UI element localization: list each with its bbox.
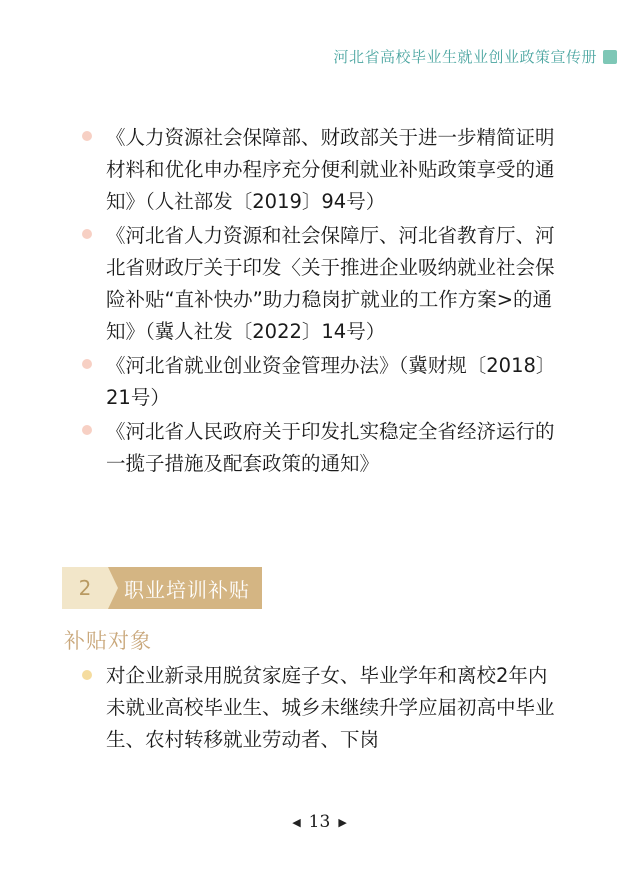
subsidy-target-list	[78, 660, 558, 756]
list-item	[78, 350, 558, 414]
section-title: 职业培训补贴	[118, 567, 262, 609]
list-item-text: 《河北省人力资源和社会保障厅、河北省教育厅、河北省财政厅关于印发〈关于推进企业吸纳就业社会保险补贴“直补快办”助力稳岗扩就业的工作方案>的通知》（冀人社发〔2022〕14号）	[106, 224, 555, 343]
list-item	[78, 416, 558, 480]
list-item-text: 对企业新录用脱贫家庭子女、毕业学年和离校2年内未就业高校毕业生、城乡未继续升学应届初高中毕业生、农村转移就业劳动者、下岗	[106, 664, 555, 751]
page-footer	[0, 812, 639, 832]
list-item	[78, 660, 558, 756]
list-item-text: 《河北省就业创业资金管理办法》（冀财规〔2018〕21号）	[106, 354, 556, 409]
section-arrow-icon	[108, 567, 118, 609]
prev-triangle-icon: ◀	[292, 815, 301, 829]
page-header	[333, 46, 617, 67]
list-item	[78, 122, 558, 218]
bullet-dot-icon	[82, 229, 92, 239]
section-number: 2	[62, 567, 108, 609]
bullet-dot-icon	[82, 670, 92, 680]
header-square-icon	[603, 50, 617, 64]
sub-heading: 补贴对象	[64, 629, 152, 653]
policy-document-list	[78, 122, 558, 482]
header-title: 河北省高校毕业生就业创业政策宣传册	[333, 48, 597, 66]
page-number: 13	[308, 812, 331, 832]
bullet-dot-icon	[82, 425, 92, 435]
bullet-dot-icon	[82, 359, 92, 369]
section-heading	[62, 567, 262, 609]
list-item-text: 《人力资源社会保障部、财政部关于进一步精简证明材料和优化申办程序充分便利就业补贴政策享受的通知》（人社部发〔2019〕94号）	[106, 126, 555, 213]
bullet-dot-icon	[82, 131, 92, 141]
list-item	[78, 220, 558, 348]
next-triangle-icon: ▶	[338, 815, 347, 829]
list-item-text: 《河北省人民政府关于印发扎实稳定全省经济运行的一揽子措施及配套政策的通知》	[106, 420, 555, 475]
